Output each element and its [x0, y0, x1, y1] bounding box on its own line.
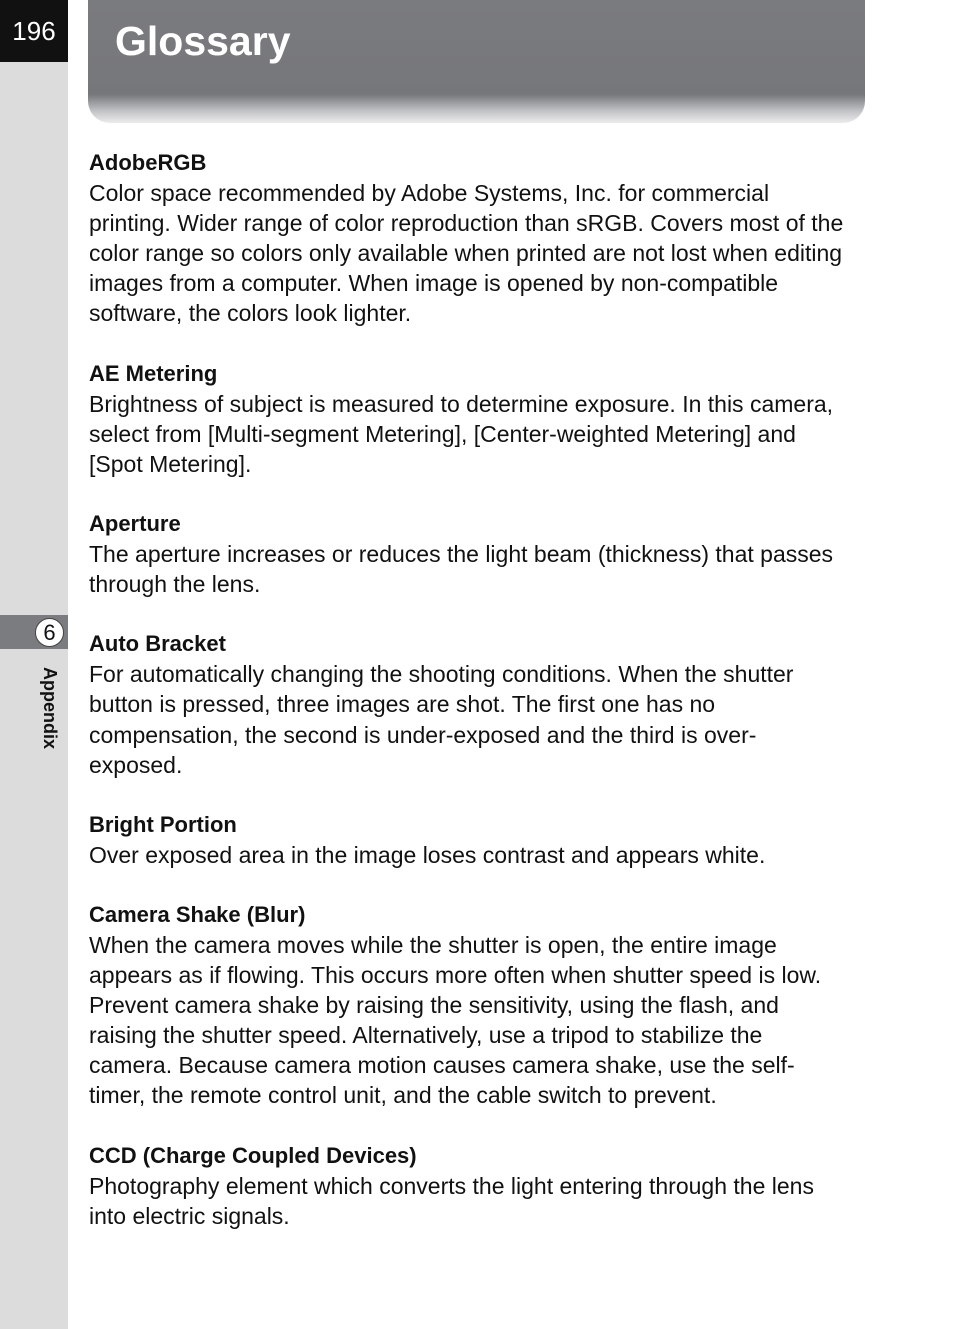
glossary-definition [89, 840, 869, 870]
glossary-term: Auto Bracket [89, 631, 226, 657]
glossary-term: CCD (Charge Coupled Devices) [89, 1142, 417, 1168]
definition-line: through the lens. [89, 571, 261, 598]
glossary-entry [89, 810, 869, 870]
definition-line: button is pressed, three images are shot. The first one has no [89, 691, 716, 718]
definition-line: camera. Because camera motion causes camera shake, use the self- [89, 1052, 795, 1079]
glossary-definition [89, 930, 869, 1111]
glossary-definition [89, 389, 869, 479]
glossary-definition [89, 178, 869, 328]
glossary-entry [89, 509, 869, 599]
definition-line: appears as if flowing. This occurs more often when shutter speed is low. [89, 962, 822, 989]
glossary-definition [89, 659, 869, 779]
definition-line: exposed. [89, 751, 183, 778]
glossary-term: Bright Portion [89, 811, 237, 837]
definition-line: printing. Wider range of color reproduction than sRGB. Covers most of the [89, 210, 844, 237]
definition-line: For automatically changing the shooting conditions. When the shutter [89, 661, 794, 688]
glossary-term: AE Metering [89, 360, 218, 386]
glossary-entry [89, 148, 869, 329]
definition-line: color range so colors only available when printed are not lost when editing [89, 240, 843, 267]
glossary-entry [89, 629, 869, 779]
glossary-term: AdobeRGB [89, 150, 207, 175]
glossary-entry [89, 1141, 869, 1231]
definition-line: Photography element which converts the light entering through the lens [89, 1172, 814, 1199]
definition-line: raising the shutter speed. Alternatively, use a tripod to stabilize the [89, 1022, 763, 1049]
definition-line: select from [Multi-segment Metering], [Center-weighted Metering] and [89, 420, 796, 447]
chapter-label: Appendix [40, 666, 60, 749]
definition-line: When the camera moves while the shutter is open, the entire image [89, 931, 777, 958]
definition-line: into electric signals. [89, 1202, 290, 1229]
definition-line: [Spot Metering]. [89, 450, 252, 477]
page-number: 196 [0, 0, 68, 62]
page-title: Glossary [115, 18, 291, 64]
definition-line: compensation, the second is under-exposed and the third is over- [89, 721, 757, 748]
definition-line: Brightness of subject is measured to determine exposure. In this camera, [89, 390, 834, 417]
definition-line: Over exposed area in the image loses contrast and appears white. [89, 841, 766, 868]
definition-line: The aperture increases or reduces the light beam (thickness) that passes [89, 541, 834, 568]
definition-line: Color space recommended by Adobe Systems, Inc. for commercial [89, 180, 770, 207]
definition-line: images from a computer. When image is opened by non-compatible [89, 270, 779, 297]
definition-line: software, the colors look lighter. [89, 300, 412, 327]
glossary-term: Aperture [89, 510, 181, 536]
definition-line: Prevent camera shake by raising the sensitivity, using the flash, and [89, 992, 779, 1019]
glossary-entry [89, 359, 869, 479]
glossary-definition [89, 539, 869, 599]
glossary-list [89, 148, 869, 1261]
definition-line: timer, the remote control unit, and the cable switch to prevent. [89, 1082, 717, 1109]
glossary-entry [89, 900, 869, 1111]
glossary-definition [89, 1171, 869, 1231]
chapter-number-badge: 6 [35, 618, 64, 647]
glossary-term: Camera Shake (Blur) [89, 901, 306, 927]
